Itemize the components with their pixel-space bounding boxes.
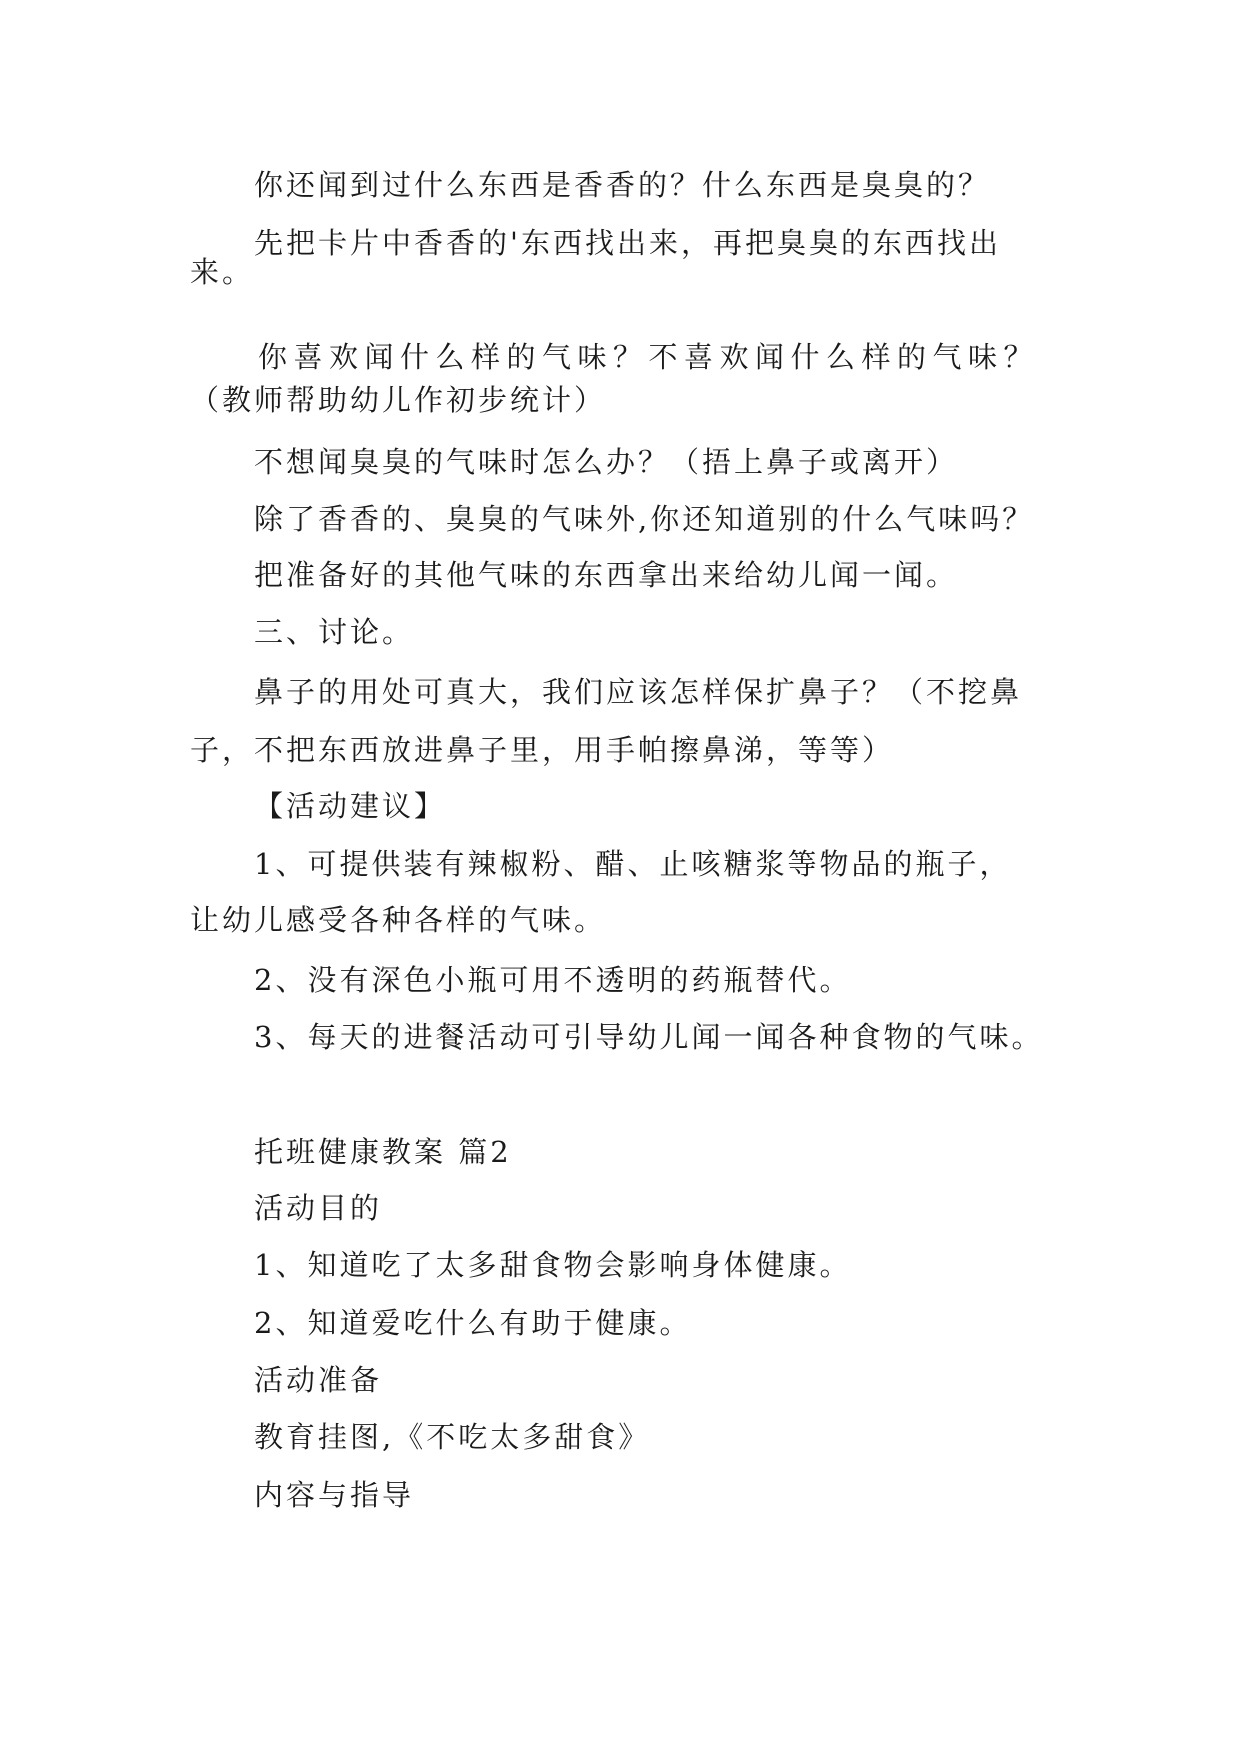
paragraph-line: 除了香香的、臭臭的气味外,你还知道别的什么气味吗？ <box>254 502 1035 536</box>
paragraph-line: 让幼儿感受各种各样的气味。 <box>190 903 607 937</box>
section-heading: 三、讨论。 <box>254 615 415 649</box>
paragraph-line: 把准备好的其他气味的东西拿出来给幼儿闻一闻。 <box>254 558 959 592</box>
paragraph-line: 你喜欢闻什么样的气味？不喜欢闻什么样的气味？ <box>258 340 1040 374</box>
section-heading: 活动目的 <box>254 1191 383 1225</box>
paragraph-line: （教师帮助幼儿作初步统计） <box>190 383 607 417</box>
paragraph-line: 鼻子的用处可真大，我们应该怎样保扩鼻子？（不挖鼻 <box>254 675 1023 709</box>
paragraph-line: 不想闻臭臭的气味时怎么办？（捂上鼻子或离开） <box>254 445 959 479</box>
paragraph-line: 2、没有深色小瓶可用不透明的药瓶替代。 <box>254 963 852 997</box>
paragraph-line: 来。 <box>190 255 255 289</box>
paragraph-line: 1、可提供装有辣椒粉、醋、止咳糖浆等物品的瓶子， <box>254 847 1012 881</box>
paragraph-line: 2、知道爱吃什么有助于健康。 <box>254 1306 692 1340</box>
paragraph-line: 教育挂图,《不吃太多甜食》 <box>254 1420 651 1454</box>
section-heading: 活动准备 <box>254 1363 383 1397</box>
paragraph-line: 你还闻到过什么东西是香香的？什么东西是臭臭的？ <box>254 168 991 202</box>
paragraph-line: 子，不把东西放进鼻子里，用手帕擦鼻涕，等等） <box>190 733 895 767</box>
section-heading: 【活动建议】 <box>254 789 447 823</box>
paragraph-line: 先把卡片中香香的'东西找出来，再把臭臭的东西找出 <box>254 226 1001 260</box>
paragraph-line: 1、知道吃了太多甜食物会影响身体健康。 <box>254 1248 852 1282</box>
paragraph-line: 3、每天的进餐活动可引导幼儿闻一闻各种食物的气味。 <box>254 1020 1044 1054</box>
section-title: 托班健康教案 篇2 <box>254 1135 512 1169</box>
section-heading: 内容与指导 <box>254 1478 415 1512</box>
